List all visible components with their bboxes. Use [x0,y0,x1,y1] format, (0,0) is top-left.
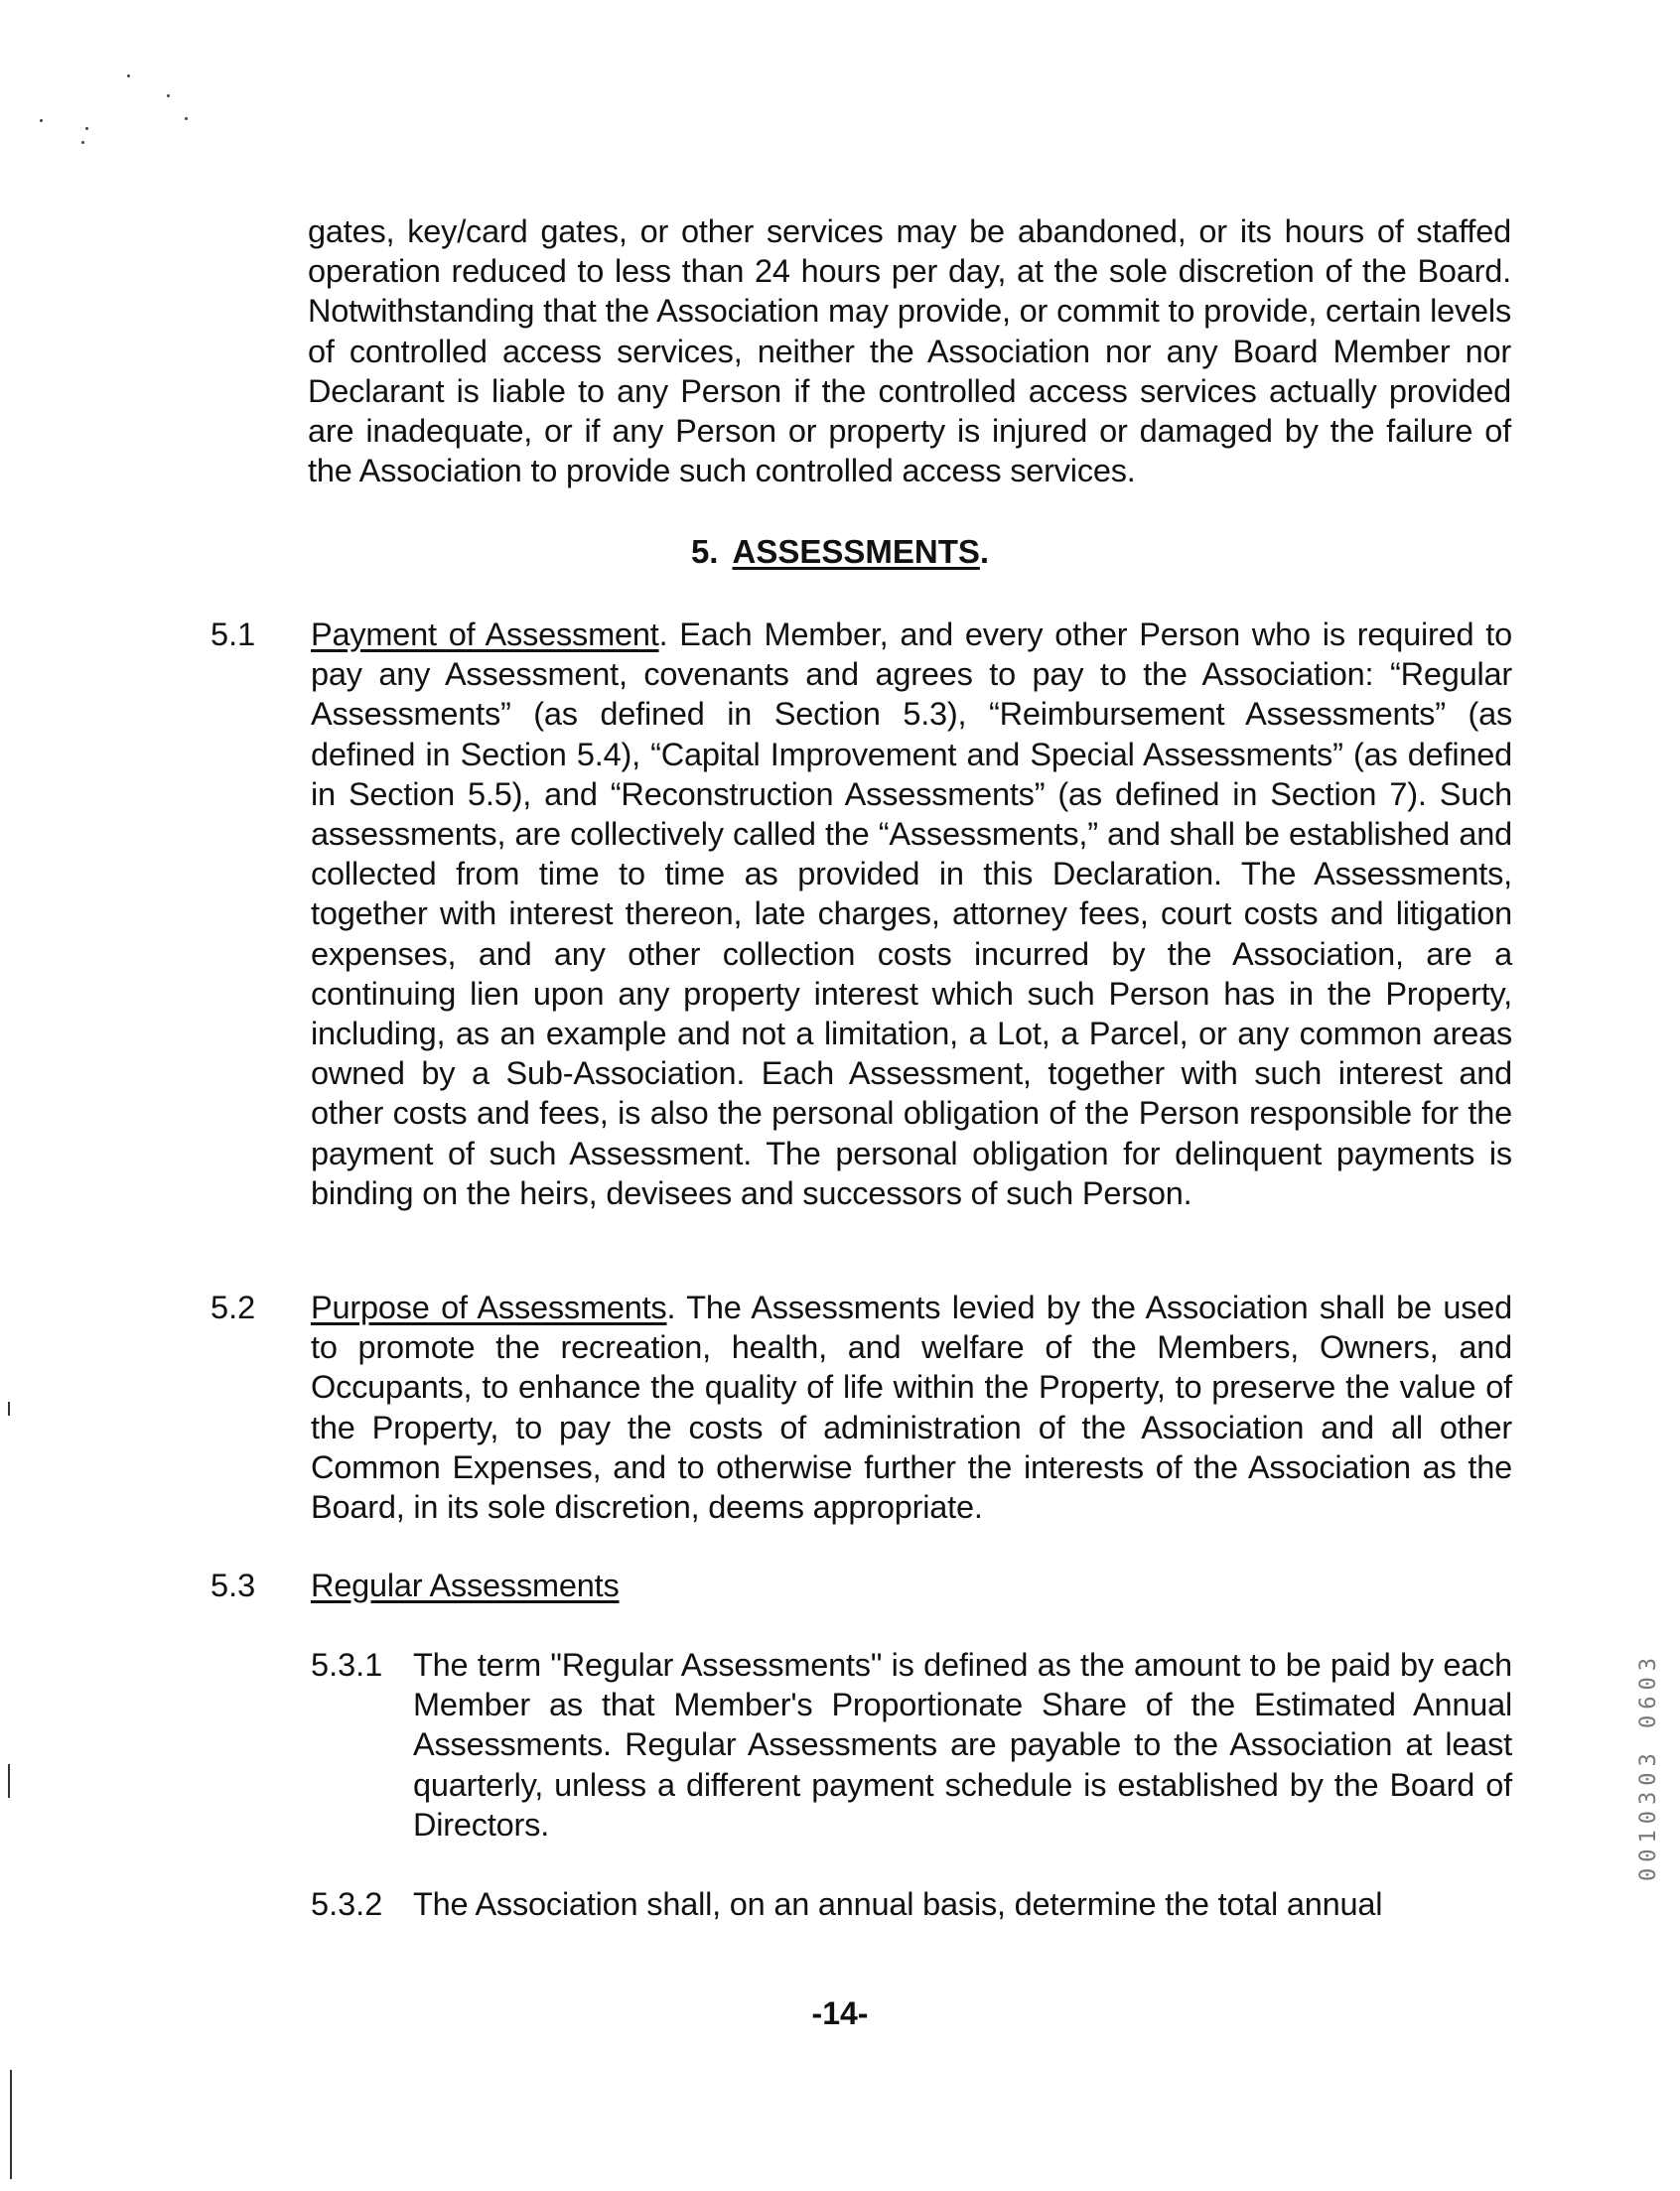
margin-mark [8,1402,10,1416]
section-heading: Purpose of Assessments [311,1290,667,1325]
subsection-5-3-1: The term "Regular Assessments" is defined as the amount to be paid by each Member as that Member's Proportionate Share of the Estimated Annual Assessments. Regular Assessments are payable to the Association at least quarterly, unless a different payment schedule is established by the Board of Directors. [413,1647,1512,1843]
section-5-3 [311,1566,1512,1605]
subsection-5-3-2: The Association shall, on an annual basis, determine the total annual [413,1886,1383,1922]
article-heading [0,533,1680,571]
intro-paragraph: gates, key/card gates, or other services may be abandoned, or its hours of staffed operation reduced to less than 24 hours per day, at the sole discretion of the Board. Notwithstanding that the Association may provide, or commit to provide, certain levels of controlled access services, neither the Association nor any Board Member nor Declarant is liable to any Person if the controlled access services actually provided are inadequate, or if any Person or property is injured or damaged by the failure of the Association to provide such controlled access services. [308,213,1511,489]
scan-speck [40,119,43,122]
side-stamp: 0010303 0603 [1636,1652,1661,1882]
section-number: 5.1 [210,616,256,652]
margin-mark [10,2070,12,2179]
page-number: -14- [811,1995,869,2031]
scan-speck [185,117,188,120]
subsection-number: 5.3.1 [311,1647,383,1683]
article-number: 5. [690,533,719,570]
article-title: ASSESSMENTS [732,533,980,570]
scan-speck [167,94,170,97]
margin-mark [8,1764,10,1798]
section-number: 5.3 [210,1568,256,1603]
section-5-1 [311,615,1512,1213]
subsection-number: 5.3.2 [311,1886,383,1922]
article-trailing: . [979,533,990,570]
section-number: 5.2 [210,1290,256,1325]
section-heading: Payment of Assessment [311,616,659,652]
scan-speck [81,141,84,144]
section-5-2 [311,1288,1512,1527]
section-text: . Each Member, and every other Person who is required to pay any Assessment, covenants and agrees to pay to the Association: “Regular Assessments” (as defined in Section 5.3), “Reimbursement Assessments” (as defined in Section 5.4), “Capital Improvement and Special Assessments” (as defined in Section 5.5), and “Reconstruction Assessments” (as defined in Section 7). Such assessments, are collectively called the “Assessments,” and shall be established and collected from time to time as provided in this Declaration. The Assessments, together with interest thereon, late charges, attorney fees, court costs and litigation expenses, and any other collection costs incurred by the Association, are a continuing lien upon any property interest which such Person has in the Property, including, as an example and not a limitation, a Lot, a Parcel, or any common areas owned by a Sub-Association. Each Assessment, together with such interest and other costs and fees, is also the personal obligation of the Person responsible for the payment of such Assessment. The personal obligation for delinquent payments is binding on the heirs, devisees and successors of such Person. [311,616,1512,1211]
section-text: . The Assessments levied by the Association shall be used to promote the recreation, health, and welfare of the Members, Owners, and Occupants, to enhance the quality of life within the Property, to preserve the value of the Property, to pay the costs of administration of the Association and all other Common Expenses, and to otherwise further the interests of the Association as the Board, in its sole discretion, deems appropriate. [311,1290,1513,1526]
scan-speck [127,74,130,77]
section-heading: Regular Assessments [311,1568,620,1603]
scan-speck [85,127,88,130]
